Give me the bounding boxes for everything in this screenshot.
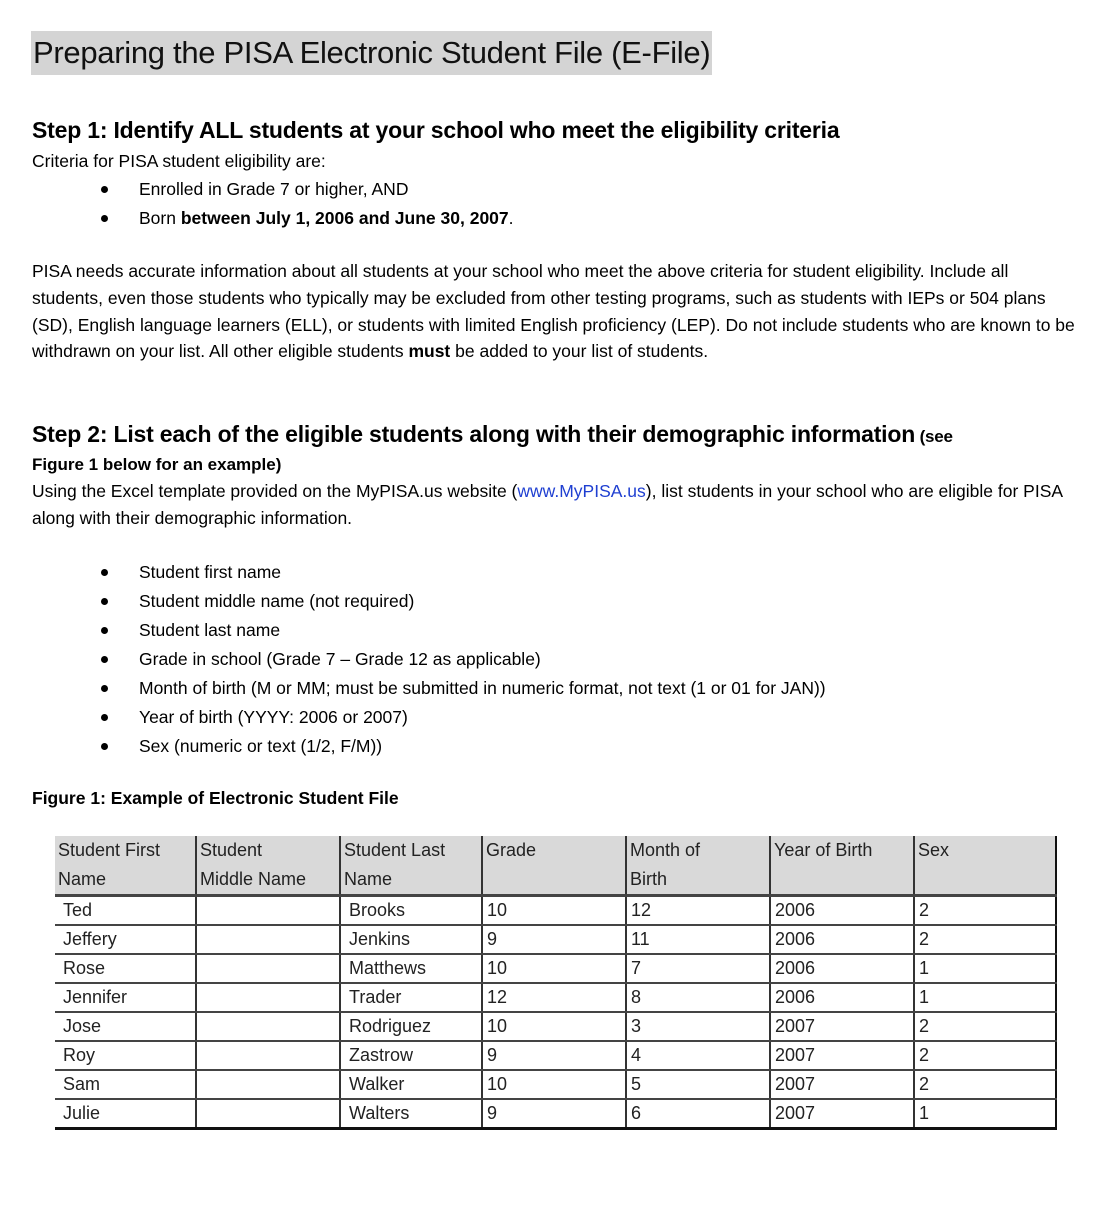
- table-cell: 2: [914, 1041, 1056, 1070]
- table-cell: 11: [626, 925, 770, 954]
- table-cell: Rose: [55, 954, 196, 983]
- table-cell: Julie: [55, 1099, 196, 1129]
- table-cell: 3: [626, 1012, 770, 1041]
- step2-heading: Step 2: List each of the eligible students along with their demographic information (see: [32, 421, 953, 447]
- field-item: Grade in school (Grade 7 – Grade 12 as applicable): [100, 645, 826, 674]
- table-cell: [196, 954, 340, 983]
- table-cell: Jeffery: [55, 925, 196, 954]
- table-row: [55, 1099, 1056, 1129]
- table-cell: 2: [914, 1012, 1056, 1041]
- field-item: Student middle name (not required): [100, 587, 826, 616]
- table-cell: 6: [626, 1099, 770, 1129]
- table-cell: 9: [482, 1099, 626, 1129]
- mypisa-link[interactable]: www.MyPISA.us: [517, 481, 646, 501]
- table-cell: Sam: [55, 1070, 196, 1099]
- step2-intro: Using the Excel template provided on the MyPISA.us website (www.MyPISA.us), list students in your school who are eligible for PISA along with their demographic information.: [32, 481, 1063, 528]
- table-cell: 8: [626, 983, 770, 1012]
- document-title: Preparing the PISA Electronic Student File (E-File): [31, 31, 712, 75]
- table-cell: Jenkins: [340, 925, 482, 954]
- col-grade: Grade: [482, 836, 626, 896]
- table-row: [55, 1070, 1056, 1099]
- bullet-icon: [101, 627, 108, 634]
- table-cell: 2006: [770, 925, 914, 954]
- field-item: Student last name: [100, 616, 826, 645]
- table-cell: 12: [626, 896, 770, 926]
- table-cell: 2006: [770, 954, 914, 983]
- table-row: [55, 983, 1056, 1012]
- table-cell: 9: [482, 1041, 626, 1070]
- table-cell: 2007: [770, 1041, 914, 1070]
- table-cell: Trader: [340, 983, 482, 1012]
- bullet-icon: [101, 685, 108, 692]
- table-cell: 1: [914, 983, 1056, 1012]
- table-cell: Rodriguez: [340, 1012, 482, 1041]
- step1-heading: Step 1: Identify ALL students at your school who meet the eligibility criteria: [32, 117, 840, 143]
- table-cell: 2006: [770, 983, 914, 1012]
- figure-caption: Figure 1: Example of Electronic Student File: [32, 788, 399, 808]
- table-cell: 4: [626, 1041, 770, 1070]
- col-sex: Sex: [914, 836, 1056, 896]
- bullet-icon: [101, 186, 108, 193]
- field-item: Sex (numeric or text (1/2, F/M)): [100, 732, 826, 761]
- bullet-icon: [101, 714, 108, 721]
- table-cell: [196, 1012, 340, 1041]
- table-cell: [196, 896, 340, 926]
- table-cell: 2: [914, 1070, 1056, 1099]
- table-cell: Ted: [55, 896, 196, 926]
- table-header-row: [55, 836, 1056, 896]
- demographic-fields-list: [100, 558, 826, 761]
- criteria-item: Enrolled in Grade 7 or higher, AND: [100, 175, 514, 204]
- table-cell: Jose: [55, 1012, 196, 1041]
- table-cell: Walters: [340, 1099, 482, 1129]
- table-row: [55, 954, 1056, 983]
- step1-paragraph: PISA needs accurate information about all students at your school who meet the above criteria for student eligibility. Include all students, even those students who typically may be excluded from other testing programs, such as students with IEPs or 504 plans (SD), English language learners (ELL), or students with limited English proficiency (LEP). Do not include students who are known to be withdrawn on your list. All other eligible students must be added to your list of students.: [32, 261, 1075, 362]
- table-cell: Matthews: [340, 954, 482, 983]
- step2-heading-note: Figure 1 below for an example): [32, 455, 282, 474]
- bullet-icon: [101, 743, 108, 750]
- table-cell: [196, 925, 340, 954]
- table-cell: [196, 1041, 340, 1070]
- bullet-icon: [101, 598, 108, 605]
- table-cell: 2007: [770, 1099, 914, 1129]
- table-cell: 7: [626, 954, 770, 983]
- table-cell: [196, 1099, 340, 1129]
- col-first-name: Student First Name: [55, 836, 196, 896]
- table-cell: 1: [914, 1099, 1056, 1129]
- col-last-name: Student Last Name: [340, 836, 482, 896]
- table-row: [55, 925, 1056, 954]
- table-cell: 2007: [770, 1012, 914, 1041]
- table-cell: 1: [914, 954, 1056, 983]
- table-cell: 2: [914, 925, 1056, 954]
- field-item: Month of birth (M or MM; must be submitted in numeric format, not text (1 or 01 for JAN)): [100, 674, 826, 703]
- table-cell: [196, 983, 340, 1012]
- table-cell: 10: [482, 1012, 626, 1041]
- table-cell: 12: [482, 983, 626, 1012]
- table-cell: Zastrow: [340, 1041, 482, 1070]
- table-cell: Jennifer: [55, 983, 196, 1012]
- bullet-icon: [101, 569, 108, 576]
- table-cell: 2: [914, 896, 1056, 926]
- bullet-icon: [101, 215, 108, 222]
- eligibility-criteria-list: [100, 175, 514, 233]
- table-cell: 10: [482, 1070, 626, 1099]
- table-cell: 10: [482, 954, 626, 983]
- table-cell: Brooks: [340, 896, 482, 926]
- table-cell: 9: [482, 925, 626, 954]
- table-cell: 5: [626, 1070, 770, 1099]
- table-cell: 2006: [770, 896, 914, 926]
- field-item: Year of birth (YYYY: 2006 or 2007): [100, 703, 826, 732]
- criteria-item: Born between July 1, 2006 and June 30, 2007.: [100, 204, 514, 233]
- step1-intro: Criteria for PISA student eligibility are:: [32, 151, 326, 171]
- student-file-table: [55, 836, 1057, 1130]
- bullet-icon: [101, 656, 108, 663]
- table-cell: Roy: [55, 1041, 196, 1070]
- table-cell: 10: [482, 896, 626, 926]
- table-cell: 2007: [770, 1070, 914, 1099]
- table-row: [55, 1041, 1056, 1070]
- col-middle-name: Student Middle Name: [196, 836, 340, 896]
- table-cell: Walker: [340, 1070, 482, 1099]
- table-row: [55, 1012, 1056, 1041]
- field-item: Student first name: [100, 558, 826, 587]
- col-month-of-birth: Month of Birth: [626, 836, 770, 896]
- table-row: [55, 896, 1056, 926]
- col-year-of-birth: Year of Birth: [770, 836, 914, 896]
- table-cell: [196, 1070, 340, 1099]
